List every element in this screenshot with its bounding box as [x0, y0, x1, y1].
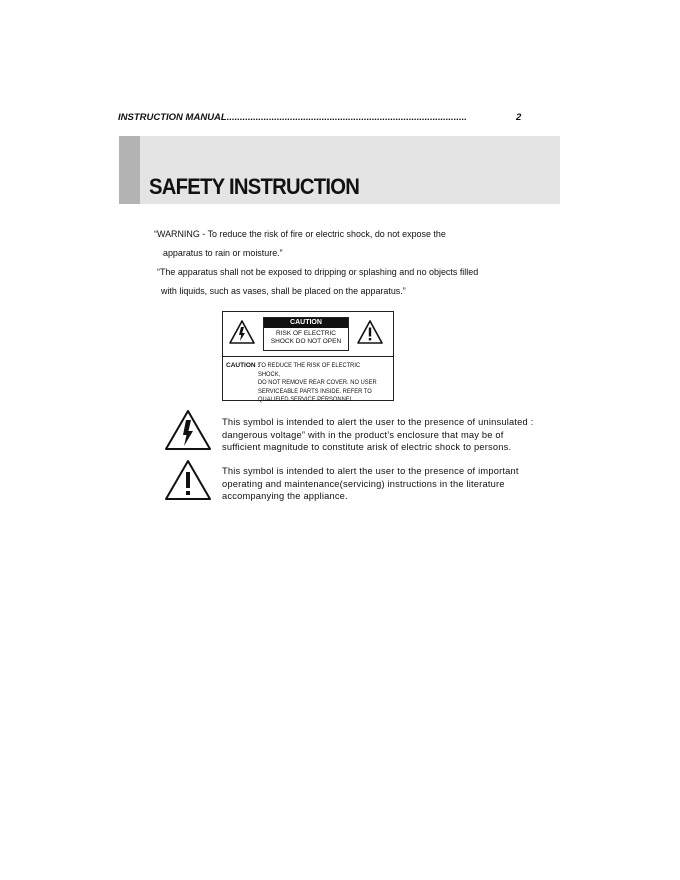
header-title: INSTRUCTION MANUAL........................................................................................... [118, 112, 467, 123]
lightning-triangle-icon [228, 319, 256, 345]
warning-line-2: apparatus to rain or moisture.” [163, 248, 283, 259]
caution-lower-label: CAUTION : [226, 362, 260, 369]
page-number: 2 [516, 112, 522, 123]
running-header [118, 112, 528, 126]
warning-line-1: “WARNING - To reduce the risk of fire or electric shock, do not expose the [154, 229, 446, 240]
section-title-band [119, 136, 560, 204]
title-tab-marker [119, 136, 140, 204]
caution-risk-text: RISK OF ELECTRIC SHOCK DO NOT OPEN [270, 330, 342, 345]
caution-divider [223, 356, 393, 357]
section-title: SAFETY INSTRUCTION [149, 174, 360, 199]
caution-inner-box [263, 317, 349, 351]
caution-header: CAUTION [264, 318, 348, 328]
warning-line-4: with liquids, such as vases, shall be placed on the apparatus.” [161, 286, 406, 297]
caution-label [222, 311, 394, 401]
caution-lower-text: TO REDUCE THE RISK OF ELECTRIC SHOCK, DO NOT REMOVE REAR COVER. NO USER SERVICEABLE PARTS INSIDE. REFER TO QUALIFIED SERVICE PERSONNEL. [258, 362, 377, 403]
warning-line-3: “The apparatus shall not be exposed to dripping or splashing and no objects filled [157, 267, 479, 278]
exclamation-symbol-description: This symbol is intended to alert the user to the presence of important operating and maintenance(servicing) instructions in the literature accompanying the appliance. [222, 466, 519, 501]
lightning-triangle-icon [164, 409, 212, 451]
exclamation-triangle-icon [356, 319, 384, 345]
exclamation-triangle-icon [164, 459, 212, 501]
lightning-symbol-description: This symbol is intended to alert the user to the presence of uninsulated : dangerous voltage” with in the product’s enclosure that may be of sufficient magnitude to constitute arisk of electric shock to persons. [222, 417, 534, 452]
